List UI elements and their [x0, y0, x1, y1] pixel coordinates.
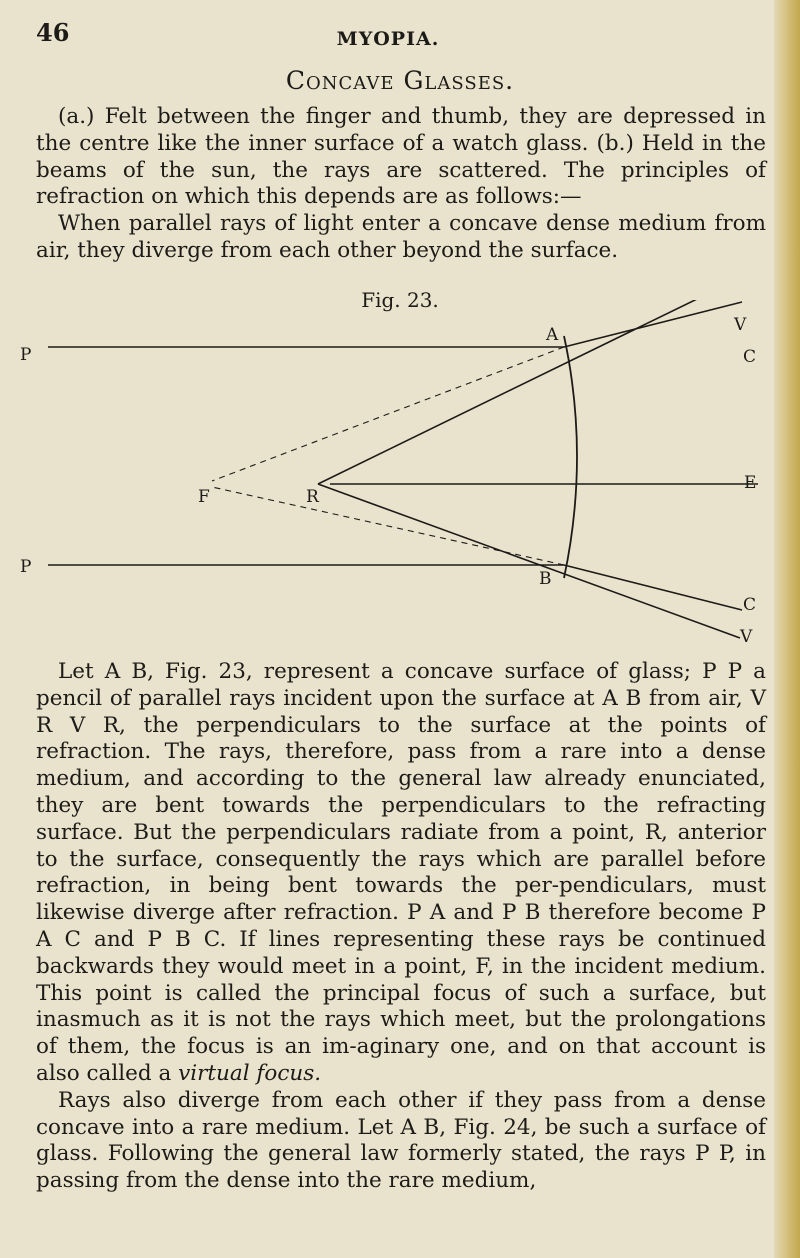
intro-paragraph-2: When parallel rays of light enter a concave dense medium from air, they diverge from each other beyond the surface. [36, 211, 766, 263]
body-paragraph-1-text: Let A B, Fig. 23, represent a concave surface of glass; P P a pencil of parallel rays incident upon the surface at A B from air, V R V R, the perpendiculars to the surface at the points of refraction. The rays, therefore, pass from a rare into a dense medium, and according to the general law already enunciated, they are bent towards the perpendiculars to the refracting surface. But the perpendiculars radiate from a point, R, anterior to the surface, consequently the rays which are parallel before refraction, in being bent towards the per-pendiculars, must likewise diverge after refraction. P A and P B therefore become P A C and P B C. If lines representing these rays be continued backwards they would meet in a point, F, in the incident medium. This point is called the principal focus of such a surface, but inasmuch as it is not the rays which meet, but the prolongations of them, the focus is an im-aginary one, and on that account is also called a [36, 659, 766, 1086]
label-e: E [744, 473, 757, 493]
body-text [36, 659, 766, 1195]
page-number: 46 [36, 18, 70, 47]
ray-upper-refracted [564, 302, 742, 347]
intro-text [36, 104, 766, 265]
concave-surface [564, 336, 577, 578]
body-paragraph-1 [36, 659, 766, 1088]
label-b: B [539, 569, 552, 589]
ray-lower-refracted [564, 565, 742, 610]
label-r: R [306, 487, 319, 507]
body-paragraph-2: Rays also diverge from each other if they pass from a dense concave into a rare medium. Let A B, Fig. 24, be such a surface of glass. Following the general law formerly stated, the rays P P, in passing from the dense into the rare medium, [36, 1087, 766, 1194]
label-p-top: P [20, 345, 32, 365]
perpendicular-lower [318, 484, 740, 638]
page-header [36, 18, 740, 52]
virtual-focus-term: virtual focus. [178, 1060, 322, 1086]
intro-paragraph-1: (a.) Felt between the finger and thumb, they are depressed in the centre like the inner surface of a watch glass. (b.) Held in the beams of the sun, the rays are scattered. The principles of refraction on which this depends are as follows:— [36, 104, 766, 210]
virtual-ray-lower [212, 487, 564, 565]
label-f: F [198, 487, 210, 507]
label-v-top: V [734, 315, 747, 335]
virtual-ray-upper [212, 347, 564, 481]
label-c-top: C [743, 347, 757, 367]
label-p-bottom: P [20, 557, 32, 577]
section-title: Concave Glasses. [285, 66, 515, 95]
label-v-bottom: V [740, 627, 753, 647]
figure-caption: Fig. 23. [361, 288, 439, 312]
perpendicular-upper [318, 300, 736, 484]
figure-23-diagram [0, 300, 800, 650]
running-head: MYOPIA. [336, 28, 440, 50]
label-a: A [546, 325, 559, 345]
label-c-bottom: C [743, 595, 757, 615]
